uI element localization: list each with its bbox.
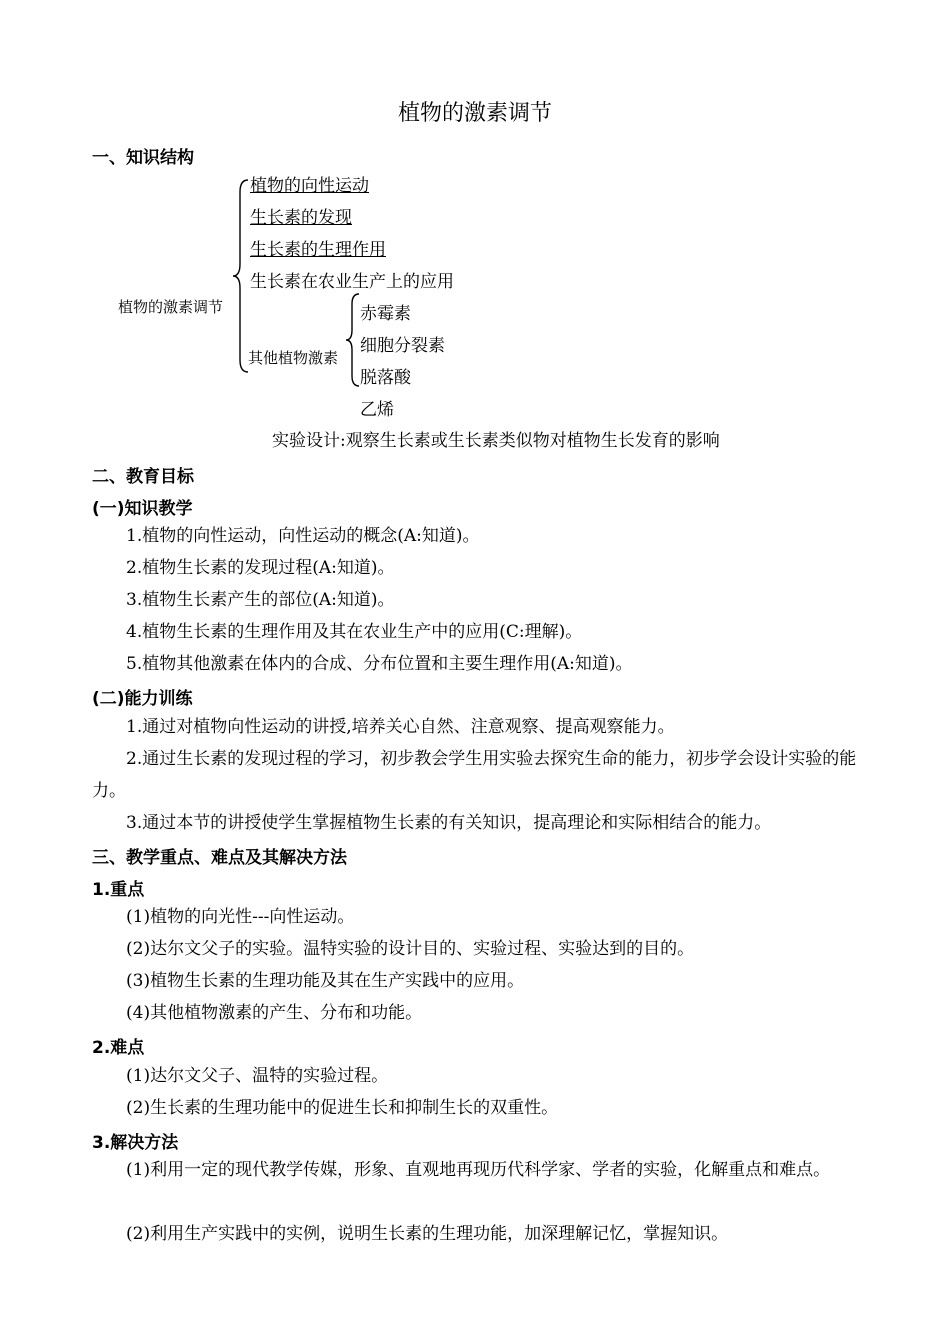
page-title: 植物的激素调节 (397, 101, 552, 126)
section-heading-key-difficult: 三、教学重点、难点及其解决方法 (92, 848, 347, 868)
difficult-point-item: (2)生长素的生理功能中的促进生长和抑制生长的双重性。 (126, 1098, 559, 1118)
key-point-item: (1)植物的向光性---向性运动。 (126, 907, 355, 927)
structure-other-label: 其他植物激素 (248, 349, 339, 367)
structure-root: 植物的激素调节 (118, 298, 224, 316)
knowledge-item: 1.植物的向性运动，向性运动的概念(A:知道)。 (126, 526, 480, 546)
subheading-solutions: 3.解决方法 (92, 1133, 179, 1153)
subheading-ability: (二)能力训练 (92, 689, 193, 709)
structure-experiment: 实验设计:观察生长素或生长素类似物对植物生长发育的影响 (272, 431, 720, 451)
difficult-point-item: (1)达尔文父子、温特的实验过程。 (126, 1066, 389, 1086)
other-item-abscisic-acid: 脱落酸 (360, 368, 411, 388)
knowledge-item: 2.植物生长素的发现过程(A:知道)。 (126, 558, 395, 578)
subheading-key-points: 1.重点 (92, 880, 145, 900)
ability-item: 3.通过本节的讲授使学生掌握植物生长素的有关知识，提高理论和实际相结合的能力。 (126, 813, 772, 833)
structure-item-function: 生长素的生理作用 (250, 240, 386, 260)
structure-item-discovery: 生长素的发现 (250, 208, 352, 228)
knowledge-item: 3.植物生长素产生的部位(A:知道)。 (126, 590, 395, 610)
knowledge-item: 4.植物生长素的生理作用及其在农业生产中的应用(C:理解)。 (126, 622, 583, 642)
section-heading-goals: 二、教育目标 (92, 467, 194, 487)
ability-item: 1.通过对植物向性运动的讲授,培养关心自然、注意观察、提高观察能力。 (126, 717, 675, 737)
other-item-ethylene: 乙烯 (360, 400, 394, 420)
ability-item: 2.通过生长素的发现过程的学习，初步教会学生用实验去探究生命的能力，初步学会设计实验的能力。 (92, 749, 857, 801)
other-item-cytokinin: 细胞分裂素 (360, 336, 445, 356)
structure-item-application: 生长素在农业生产上的应用 (250, 272, 454, 292)
section-heading-structure: 一、知识结构 (92, 148, 194, 168)
subheading-difficult-points: 2.难点 (92, 1038, 145, 1058)
structure-item-tropism: 植物的向性运动 (250, 176, 369, 196)
key-point-item: (3)植物生长素的生理功能及其在生产实践中的应用。 (126, 971, 525, 991)
knowledge-item: 5.植物其他激素在体内的合成、分布位置和主要生理作用(A:知道)。 (126, 654, 633, 674)
key-point-item: (4)其他植物激素的产生、分布和功能。 (126, 1003, 423, 1023)
solution-item: (2)利用生产实践中的实例，说明生长素的生理功能，加深理解记忆，掌握知识。 (126, 1224, 729, 1244)
other-item-gibberellin: 赤霉素 (360, 304, 411, 324)
solution-item: (1)利用一定的现代教学传媒，形象、直观地再现历代科学家、学者的实验，化解重点和难点。 (126, 1160, 831, 1180)
key-point-item: (2)达尔文父子的实验。温特实验的设计目的、实验过程、实验达到的目的。 (126, 939, 695, 959)
subheading-knowledge: (一)知识教学 (92, 499, 193, 519)
